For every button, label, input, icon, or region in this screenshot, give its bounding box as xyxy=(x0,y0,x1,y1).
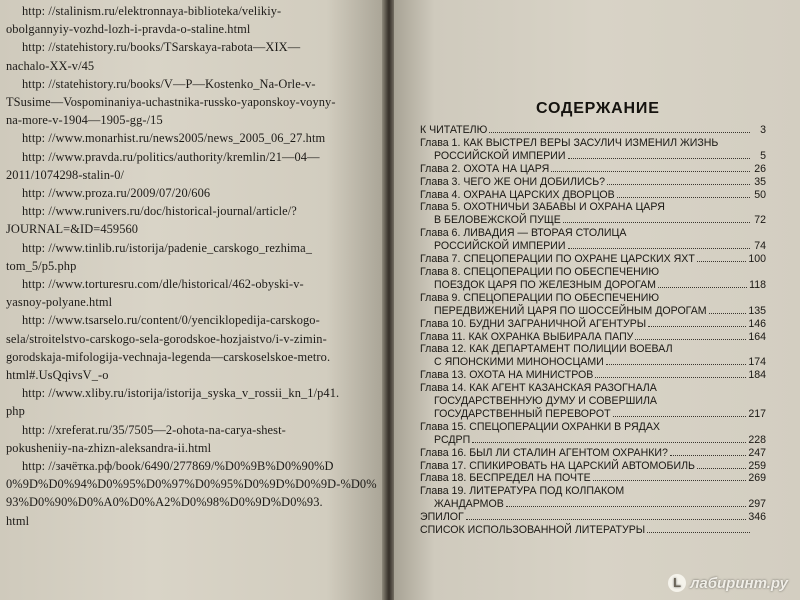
reference-line: html xyxy=(6,513,30,528)
toc-leader-dots xyxy=(613,416,747,417)
toc-title: СОДЕРЖАНИЕ xyxy=(536,100,660,117)
reference-line: http: //www.tsarselo.ru/content/0/yenciklopedija-carskogo- xyxy=(22,313,320,328)
reference-item xyxy=(6,275,378,311)
toc-entry xyxy=(420,318,766,331)
reference-line: http: //зачётка.рф/book/6490/277869/%D0%9B%D0%90%D xyxy=(22,459,334,474)
reference-item xyxy=(6,421,378,457)
reference-line: http: //www.monarhist.ru/news2005/news_2005_06_27.htm xyxy=(22,131,326,146)
reference-line: 0%9D%D0%94%D0%95%D0%97%D0%95%D0%9D%D0%9D-%D0% xyxy=(6,477,377,492)
reference-line: php xyxy=(6,404,25,419)
toc-entry-text: Глава 4. ОХРАНА ЦАРСКИХ ДВОРЦОВ xyxy=(420,188,615,201)
toc-entry xyxy=(420,292,766,318)
reference-line: http: //www.runivers.ru/doc/historical-journal/article/? xyxy=(22,204,297,219)
toc-entry-text: ГОСУДАРСТВЕННЫЙ ПЕРЕВОРОТ xyxy=(434,407,611,420)
toc-leader-dots xyxy=(658,287,747,288)
toc-leader-dots xyxy=(606,364,747,365)
toc-leader-dots xyxy=(607,184,750,185)
right-page xyxy=(394,0,800,600)
toc-page-number: 5 xyxy=(760,149,766,162)
toc-entry-text: К ЧИТАТЕЛЮ xyxy=(420,124,488,136)
toc-page-number: 297 xyxy=(748,498,766,511)
reference-line: http: //statehistory.ru/books/V—P—Kostenko_Na-Orle-v- xyxy=(22,76,316,91)
toc-entry xyxy=(420,189,766,202)
toc-page-number: 228 xyxy=(748,433,766,446)
reference-line: html#.UsQqivsV_-o xyxy=(6,368,109,383)
toc-page-number: 72 xyxy=(754,214,766,227)
toc-page-number: 259 xyxy=(748,459,766,472)
toc-page-number: 184 xyxy=(748,369,766,382)
toc-leader-dots xyxy=(593,480,747,481)
toc-entry-text: С ЯПОНСКИМИ МИНОНОСЦАМИ xyxy=(434,356,604,369)
reference-line: gorodskaja-mifologija-vechnaja-legenda—carskoselskoe-metro. xyxy=(6,349,331,364)
labirint-logo-icon: L xyxy=(668,574,686,592)
reference-item xyxy=(6,311,378,384)
toc-entry-text: ЭПИЛОГ xyxy=(420,511,464,524)
toc-entry-text: Глава 7. СПЕЦОПЕРАЦИИ ПО ОХРАНЕ ЦАРСКИХ ЯХТ xyxy=(420,253,695,266)
reference-item xyxy=(6,129,378,147)
reference-line: nachalo-XX-v/45 xyxy=(6,58,95,73)
toc-entry-text: Глава 5. ОХОТНИЧЬИ ЗАБАВЫ И ОХРАНА ЦАРЯ xyxy=(420,201,665,214)
reference-line: http: //www.xliby.ru/istorija/istorija_syska_v_rossii_kn_1/p41. xyxy=(22,386,340,401)
toc-entry xyxy=(420,511,766,524)
reference-line: http: //statehistory.ru/books/TSarskaya-rabota—XIX— xyxy=(22,40,301,55)
toc-entry xyxy=(420,460,766,473)
reference-line: na-more-v-1904—1905-gg-/15 xyxy=(6,113,163,128)
toc-entry-text: РОССИЙСКОЙ ИМПЕРИИ xyxy=(434,240,566,253)
reference-item xyxy=(6,239,378,275)
toc-leader-dots xyxy=(647,532,750,533)
reference-line: http: //www.tinlib.ru/istorija/padenie_carskogo_rezhima_ xyxy=(22,240,313,255)
toc-page-number: 35 xyxy=(754,175,766,188)
toc-entry xyxy=(420,201,766,227)
toc-entry-text: Глава 17. СПИКИРОВАТЬ НА ЦАРСКИЙ АВТОМОБИЛЬ xyxy=(420,459,695,472)
reference-line: 2011/1074298-stalin-0/ xyxy=(6,167,125,182)
reference-line: http: //www.pravda.ru/politics/authority/kremlin/21—04— xyxy=(22,149,320,164)
toc-entry-text: ЖАНДАРМОВ xyxy=(434,498,504,511)
reference-line: obolgannyiy-vozhd-lozh-i-pravda-o-staline.html xyxy=(6,22,251,37)
toc-entry-text: Глава 19. ЛИТЕРАТУРА ПОД КОЛПАКОМ xyxy=(420,485,625,498)
toc-entry-text: Глава 3. ЧЕГО ЖЕ ОНИ ДОБИЛИСЬ? xyxy=(420,175,606,188)
reference-line: JOURNAL=&ID=459560 xyxy=(6,222,139,237)
reference-line: 93%D0%90%D0%A0%D0%A2%D0%98%D0%9D%D0%93. xyxy=(6,495,323,510)
toc-entry-text: РСДРП xyxy=(434,433,471,446)
toc-entry-text: Глава 1. КАК ВЫСТРЕЛ ВЕРЫ ЗАСУЛИЧ ИЗМЕНИЛ ЖИЗНЬ xyxy=(420,136,719,149)
toc-page-number: 118 xyxy=(749,278,766,291)
table-of-contents xyxy=(420,124,766,537)
toc-page-number: 146 xyxy=(748,317,766,330)
toc-page-number: 247 xyxy=(748,446,766,459)
toc-entry-text: ГОСУДАРСТВЕННУЮ ДУМУ И СОВЕРШИЛА xyxy=(434,395,657,408)
toc-leader-dots xyxy=(489,132,750,133)
toc-entry xyxy=(420,227,766,253)
toc-entry-text: Глава 11. КАК ОХРАНКА ВЫБИРАЛА ПАПУ xyxy=(420,330,634,343)
toc-entry xyxy=(420,176,766,189)
toc-leader-dots xyxy=(563,222,750,223)
toc-leader-dots xyxy=(506,506,746,507)
toc-page-number: 3 xyxy=(760,124,766,136)
toc-entry-text: Глава 13. ОХОТА НА МИНИСТРОВ xyxy=(420,369,594,382)
reference-line: sela/stroitelstvo-carskogo-sela-gorodskoe-hozjaistvo/i-v-zimin- xyxy=(6,331,327,346)
toc-page-number: 50 xyxy=(754,188,766,201)
toc-page-number: 26 xyxy=(754,162,766,175)
toc-entry xyxy=(420,382,766,421)
toc-entry-text: Глава 6. ЛИВАДИЯ — ВТОРАЯ СТОЛИЦА xyxy=(420,227,627,240)
toc-entry-text: Глава 2. ОХОТА НА ЦАРЯ xyxy=(420,162,550,175)
toc-entry-text: Глава 12. КАК ДЕПАРТАМЕНТ ПОЛИЦИИ ВОЕВАЛ xyxy=(420,343,673,356)
reference-line: yasnoy-polyane.html xyxy=(6,295,113,310)
reference-item xyxy=(6,38,378,74)
reference-item xyxy=(6,184,378,202)
reference-line: http: //www.proza.ru/2009/07/20/606 xyxy=(22,186,211,201)
toc-leader-dots xyxy=(635,339,746,340)
toc-entry xyxy=(420,124,766,137)
toc-page-number: 74 xyxy=(754,240,766,253)
reference-item xyxy=(6,2,378,38)
toc-entry xyxy=(420,137,766,163)
toc-entry-text: СПИСОК ИСПОЛЬЗОВАННОЙ ЛИТЕРАТУРЫ xyxy=(420,524,646,537)
toc-leader-dots xyxy=(568,158,750,159)
reference-line: TSusime—Vospominaniya-uchastnika-russko-yaponskoy-voyny- xyxy=(6,95,336,110)
reference-line: http: //stalinism.ru/elektronnaya-biblioteka/velikiy- xyxy=(22,4,282,18)
toc-leader-dots xyxy=(551,171,750,172)
toc-entry-text: РОССИЙСКОЙ ИМПЕРИИ xyxy=(434,149,566,162)
reference-line: http: //www.torturesru.com/dle/historical/462-obyski-v- xyxy=(22,277,304,292)
toc-page-number: 346 xyxy=(748,511,766,524)
left-page xyxy=(0,0,384,600)
watermark xyxy=(668,574,788,592)
watermark-text: лабиринт.ру xyxy=(690,574,788,592)
toc-leader-dots xyxy=(568,248,750,249)
toc-entry xyxy=(420,331,766,344)
toc-entry-text: В БЕЛОВЕЖСКОЙ ПУЩЕ xyxy=(434,214,561,227)
reference-item xyxy=(6,148,378,184)
toc-entry-text: Глава 16. БЫЛ ЛИ СТАЛИН АГЕНТОМ ОХРАНКИ? xyxy=(420,446,668,459)
toc-entry-text: ПЕРЕДВИЖЕНИЙ ЦАРЯ ПО ШОССЕЙНЫМ ДОРОГАМ xyxy=(434,304,707,317)
toc-entry xyxy=(420,524,766,537)
toc-page-number: 269 xyxy=(748,472,766,485)
toc-entry xyxy=(420,343,766,369)
reference-item xyxy=(6,75,378,130)
toc-leader-dots xyxy=(472,442,746,443)
toc-leader-dots xyxy=(648,326,746,327)
reference-line: pokusheniiy-na-zhizn-aleksandra-ii.html xyxy=(6,440,212,455)
toc-page-number: 164 xyxy=(748,330,766,343)
toc-entry xyxy=(420,253,766,266)
toc-leader-dots xyxy=(670,455,746,456)
toc-entry xyxy=(420,369,766,382)
toc-entry-text: Глава 9. СПЕЦОПЕРАЦИИ ПО ОБЕСПЕЧЕНИЮ xyxy=(420,291,660,304)
toc-leader-dots xyxy=(617,197,750,198)
toc-entry xyxy=(420,266,766,292)
toc-leader-dots xyxy=(709,313,747,314)
reference-list xyxy=(6,2,378,530)
toc-entry xyxy=(420,163,766,176)
toc-entry xyxy=(420,421,766,447)
toc-entry-text: Глава 14. КАК АГЕНТ КАЗАНСКАЯ РАЗОГНАЛА xyxy=(420,382,657,395)
reference-line: http: //xreferat.ru/35/7505—2-ohota-na-carya-shest- xyxy=(22,422,286,437)
toc-entry-text: Глава 8. СПЕЦОПЕРАЦИИ ПО ОБЕСПЕЧЕНИЮ xyxy=(420,265,660,278)
reference-line: tom_5/p5.php xyxy=(6,258,77,273)
toc-entry-text: Глава 15. СПЕЦОПЕРАЦИИ ОХРАНКИ В РЯДАХ xyxy=(420,420,660,433)
reference-item xyxy=(6,384,378,420)
toc-leader-dots xyxy=(697,261,746,262)
toc-leader-dots xyxy=(595,377,746,378)
toc-entry-text: Глава 18. БЕСПРЕДЕЛ НА ПОЧТЕ xyxy=(420,472,591,485)
toc-page-number: 100 xyxy=(748,253,766,266)
toc-page-number: 135 xyxy=(748,304,766,317)
toc-page-number: 217 xyxy=(748,407,766,420)
toc-leader-dots xyxy=(466,519,747,520)
toc-entry-text: ПОЕЗДОК ЦАРЯ ПО ЖЕЛЕЗНЫМ ДОРОГАМ xyxy=(434,278,656,291)
toc-leader-dots xyxy=(697,468,746,469)
toc-entry-text: Глава 10. БУДНИ ЗАГРАНИЧНОЙ АГЕНТУРЫ xyxy=(420,317,647,330)
reference-item xyxy=(6,457,378,530)
toc-entry xyxy=(420,472,766,485)
toc-entry xyxy=(420,447,766,460)
toc-page-number: 174 xyxy=(748,356,766,369)
toc-entry xyxy=(420,485,766,511)
reference-item xyxy=(6,202,378,238)
